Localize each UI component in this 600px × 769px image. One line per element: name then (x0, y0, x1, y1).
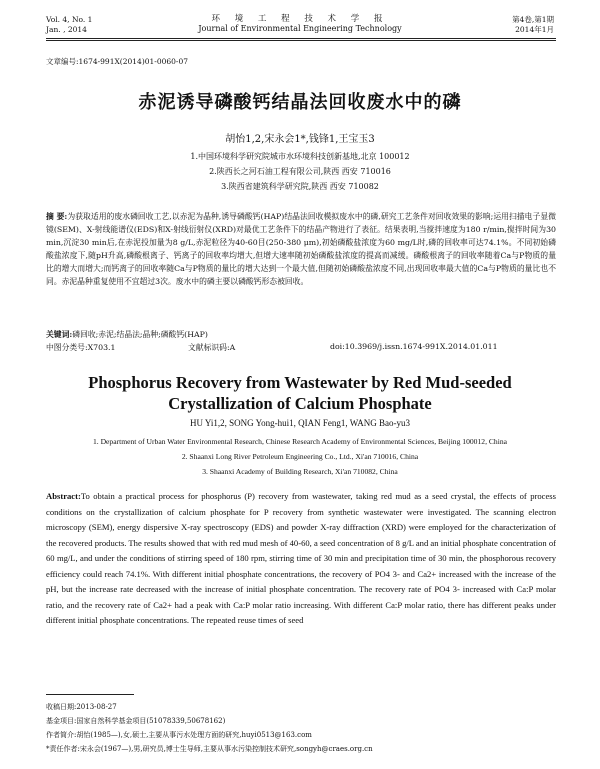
abstract-en (46, 489, 556, 629)
header-right (512, 15, 554, 35)
affiliation-en: 2. Shaanxi Long River Petroleum Engineering Co., Ltd., Xi'an 710016, China (181, 452, 419, 461)
affiliation-cn: 1.中国环境科学研究院城市水环境科技创新基地,北京 100012 (190, 152, 410, 161)
footnote-corresponding: *责任作者:宋永会(1967—),男,研究员,博士生导师,主要从事水污染控制技术研究,songyh@craes.org.cn (46, 745, 373, 753)
journal-name-cn: 环 境 工 程 技 术 学 报 (211, 14, 389, 24)
title-en (0, 372, 600, 414)
authors-cn: 胡怡1,2,宋永会1*,钱锋1,王宝玉3 (225, 134, 375, 145)
affiliation-cn: 3.陕西省建筑科学研究院,陕西 西安 710082 (221, 182, 379, 191)
footnote-author: 作者简介:胡怡(1985—),女,硕士,主要从事污水处理方面的研究,huyi0513@163.com (46, 731, 312, 739)
abstract-cn (46, 210, 556, 288)
footnote-received: 收稿日期:2013-08-27 (46, 703, 117, 711)
title-cn: 赤泥诱导磷酸钙结晶法回收废水中的磷 (138, 92, 462, 113)
abstract-en-label: Abstract: (46, 491, 81, 501)
article-number: 文章编号:1674-991X(2014)01-0060-07 (46, 57, 188, 66)
header-rule-thin (46, 40, 556, 41)
title-en-line: Phosphorus Recovery from Wastewater by Red Mud-seeded (88, 373, 512, 392)
keywords-cn-label: 关键词: (46, 330, 73, 339)
footnote-funding: 基金项目:国家自然科学基金项目(51078339,50678162) (46, 717, 226, 725)
affiliation-en: 1. Department of Urban Water Environmental Research, Chinese Research Academy of Environmental Sciences, Beijing 100012, China (92, 437, 508, 446)
document-code: 文献标识码:A (188, 343, 236, 352)
abstract-en-text: To obtain a practical process for phosphorus (P) recovery from wastewater, taking red mud as a seed crystal, the effects of process conditions on the crystallization of calcium phosphate for P recovery from synthetic wastewater were investigated. The scanning electron microscopy (SEM), energy dispersive X-ray spectroscopy (EDS) and powder X-ray diffraction (XRD) were employed for the characterization of the recovered products. The results showed that with red mud mesh of 40-60, a seed concentration of 8 g/L and an initial phosphate concentration of 60 mg/L, and under the conditions of stirring speed of 180 rpm, stirring time of 30 min and precipitation time of 30 min, the phosphorous recovery efficiency could reach 74.1%. With different initial phosphate concentrations, the recovery of PO4 3- and Ca2+ increased with the increase of the pH, but the increase rate decreased with the increase of initial phosphate concentration. The recovery rate of PO4 3- increased with Ca:P molar ratio, and the recovery rate of Ca2+ had a peak with Ca:P molar ratio increasing. With different Ca:P molar ratio, there has different peaks under different initial phosphate concentrations. The repeated reuse times of seed (46, 491, 556, 625)
footnote-rule (46, 694, 134, 695)
abstract-cn-text: 为获取适用的废水磷回收工艺,以赤泥为晶种,诱导磷酸钙(HAP)结晶法回收模拟废水中的磷,研究工艺条件对回收效果的影响;运用扫描电子显微镜(SEM)、X-射线能谱仪(EDS)和X-射线衍射仪(XRD)对最优工艺条件下的结晶产物进行了表征。结果表明,当搅拌速度为180 r/min,搅拌时间为30 min,沉淀30 min后,在赤泥投加量为8 g/L,赤泥粒径为40-60目(250-380 μm),初始磷酸盐浓度为60 mg/L时,磷的回收率可达74.1%。不同初始磷酸盐浓度下,随pH升高,磷酸根离子、钙离子的回收率均增大,但增大速率随初始磷酸盐浓度的提高而减缓。磷酸根离子的回收率随着Ca与P物质的量比的增大而增大;而钙离子的回收率随Ca与P物质的量比的增大达到一个最大值,但随初始磷酸盐浓度不同,出现回收率最大值的Ca与P物质的量比也不同。赤泥晶种重复使用不宜超过3次。废水中的磷主要以磷酸钙形态被回收。 (46, 212, 556, 286)
keywords-cn (46, 329, 208, 340)
volume-issue-cn: 第4卷,第1期 (512, 15, 554, 24)
title-en-line: Crystallization of Calcium Phosphate (168, 394, 432, 413)
issue-date-cn: 2014年1月 (515, 25, 554, 34)
doi: doi:10.3969/j.issn.1674-991X.2014.01.011 (330, 342, 498, 351)
issue-date-en: Jan. , 2014 (46, 25, 87, 34)
clc-number: 中图分类号:X703.1 (46, 343, 116, 352)
affiliation-cn: 2.陕西长之河石油工程有限公司,陕西 西安 710016 (209, 167, 391, 176)
keywords-cn-text: 磷回收;赤泥;结晶法;晶种;磷酸钙(HAP) (72, 330, 208, 339)
header-center (0, 14, 600, 34)
volume-issue: Vol. 4, No. 1 (46, 15, 93, 24)
header-rule (46, 38, 556, 39)
abstract-cn-label: 摘 要: (46, 212, 68, 221)
affiliation-en: 3. Shaanxi Academy of Building Research, Xi'an 710082, China (202, 467, 398, 476)
journal-name-en: Journal of Environmental Engineering Technology (198, 24, 402, 33)
authors-en: HU Yi1,2, SONG Yong-hui1, QIAN Feng1, WANG Bao-yu3 (189, 418, 410, 428)
